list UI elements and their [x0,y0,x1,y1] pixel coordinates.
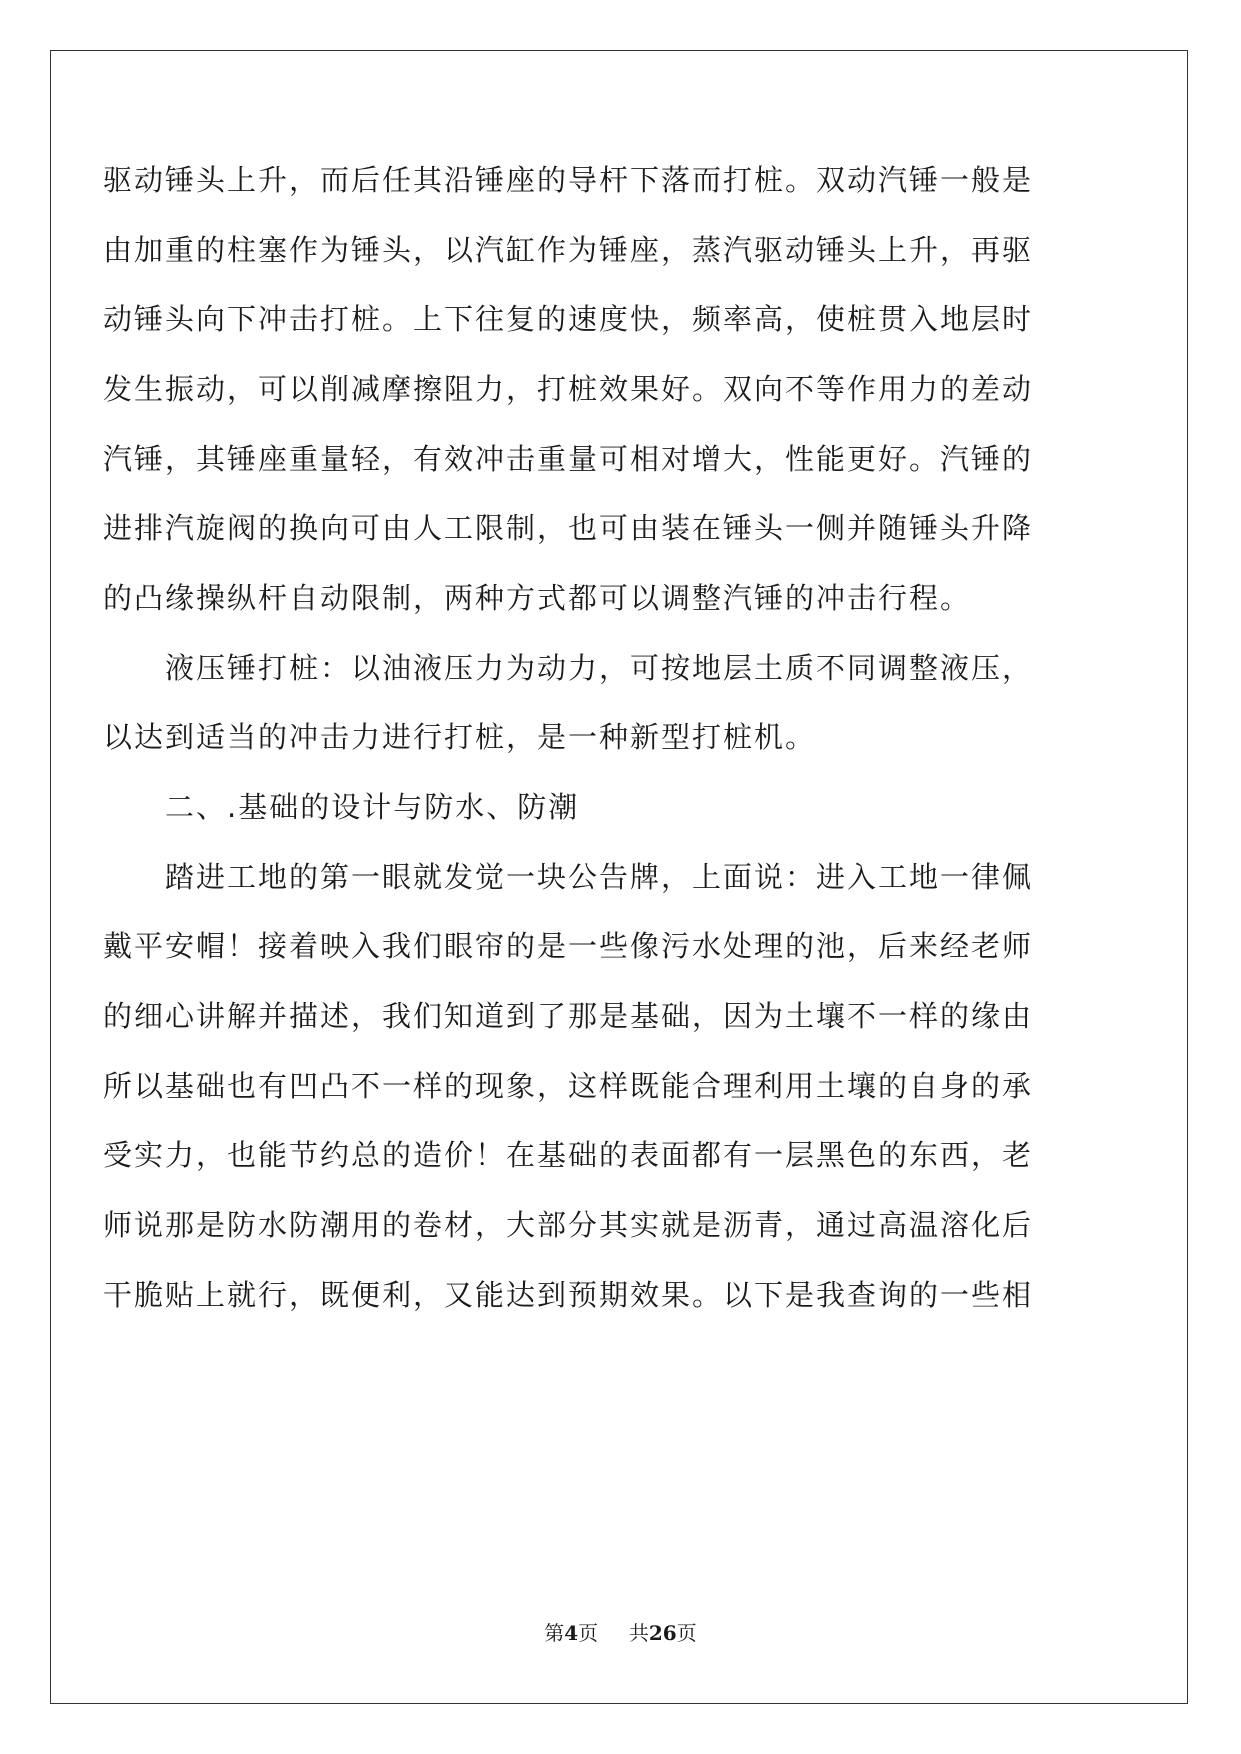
paragraph-start-line: 踏进工地的第一眼就发觉一块公告牌，上面说：进入工地一律佩 [165,860,1034,894]
total-pages: 26 [648,1621,677,1645]
text-line: 干脆贴上就行，既便利，又能达到预期效果。以下是我查询的一些相 [103,1278,1034,1312]
text-line: 动锤头向下冲击打桩。上下往复的速度快，频率高，使桩贯入地层时 [103,302,1034,336]
text-line: 的细心讲解并描述，我们知道到了那是基础，因为土壤不一样的缘由 [103,999,1034,1033]
page-number: 4 [564,1621,579,1645]
text-line: 戴平安帽！接着映入我们眼帘的是一些像污水处理的池，后来经老师 [103,929,1034,963]
text-line: 受实力，也能节约总的造价！在基础的表面都有一层黑色的东西，老 [103,1138,1034,1172]
page-suffix: 页 [578,1621,599,1645]
text-line: 进排汽旋阀的换向可由人工限制，也可由装在锤头一侧并随锤头升降 [103,511,1034,545]
text-line: 发生振动，可以削减摩擦阻力，打桩效果好。双向不等作用力的差动 [103,372,1034,406]
total-suffix: 页 [676,1621,697,1645]
page-prefix: 第 [544,1621,565,1645]
text-line: 汽锤，其锤座重量轻，有效冲击重量可相对增大，性能更好。汽锤的 [103,442,1034,476]
total-prefix: 共 [628,1621,649,1645]
text-line: 所以基础也有凹凸不一样的现象，这样既能合理利用土壤的自身的承 [103,1069,1034,1103]
text-line: 师说那是防水防潮用的卷材，大部分其实就是沥青，通过高温溶化后 [103,1208,1034,1242]
paragraph-start-line: 液压锤打桩：以油液压力为动力，可按地层土质不同调整液压， [165,651,1034,685]
section-heading: 二、.基础的设计与防水、防潮 [165,790,580,824]
text-line: 驱动锤头上升，而后任其沿锤座的导杆下落而打桩。双动汽锤一般是 [103,163,1034,197]
page-footer [0,1617,1241,1646]
text-line: 的凸缘操纵杆自动限制，两种方式都可以调整汽锤的冲击行程。 [103,581,972,615]
text-line: 以达到适当的冲击力进行打桩，是一种新型打桩机。 [103,720,817,754]
text-line: 由加重的柱塞作为锤头，以汽缸作为锤座，蒸汽驱动锤头上升，再驱 [103,233,1034,267]
